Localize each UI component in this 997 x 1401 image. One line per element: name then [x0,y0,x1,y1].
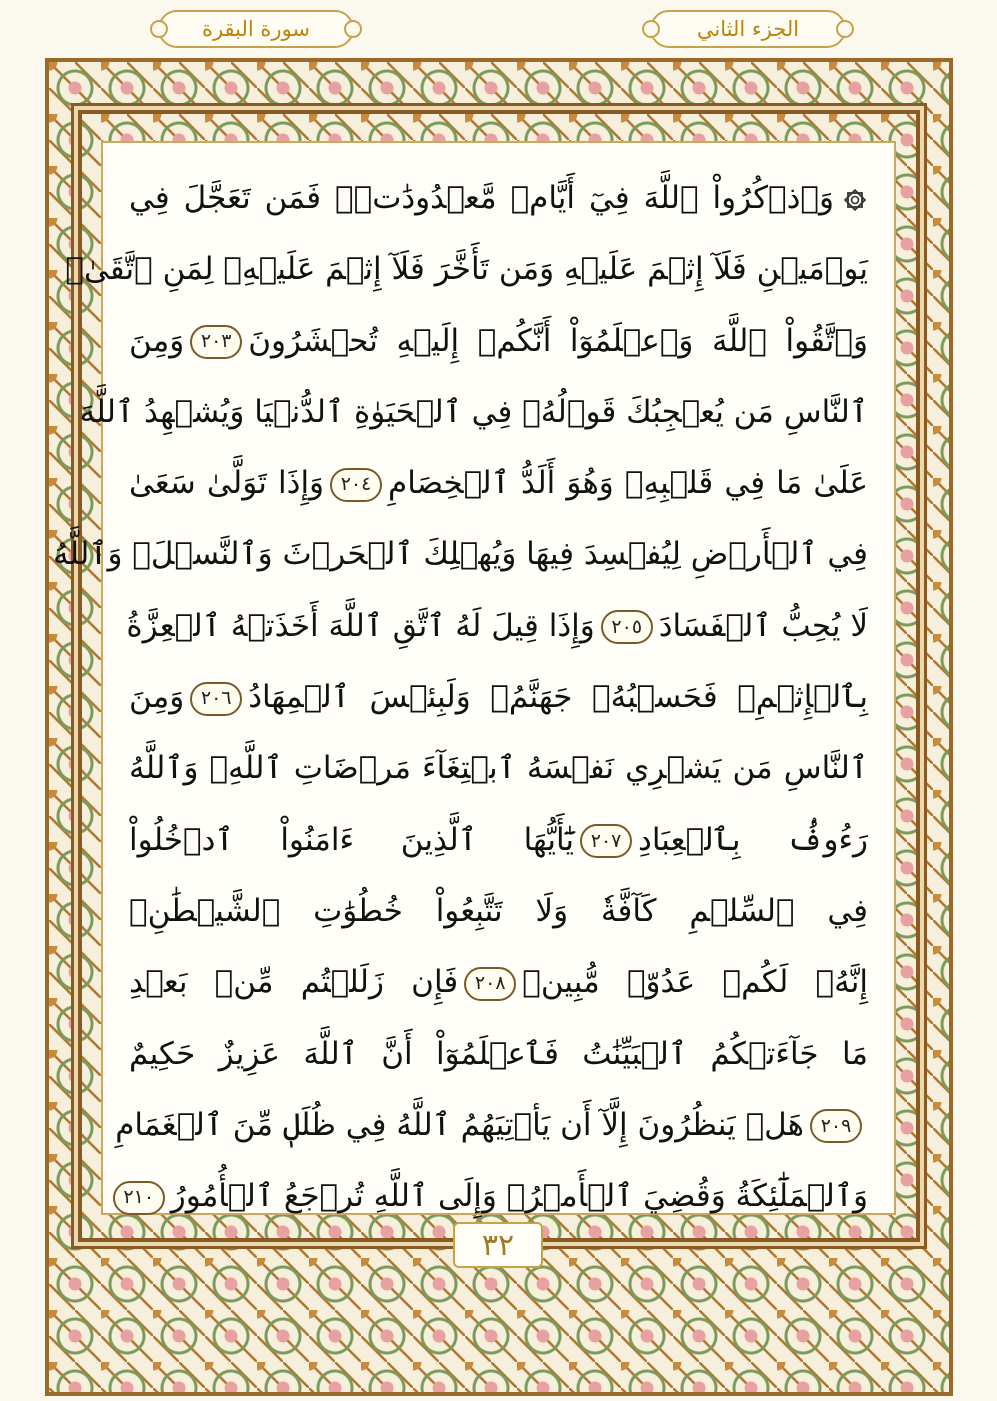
verse-text: بِٱلۡإِثۡمِۚ فَحَسۡبُهُۥ جَهَنَّمُۖ وَلَبِئۡسَ ٱلۡمِهَادُ [248,679,868,716]
verse-line [129,306,868,377]
verse-text: وَإِذَا تَوَلَّىٰ سَعَىٰ [129,465,325,502]
ayah-number-marker: ٢٠٥ [601,610,653,644]
verse-text: ٱلنَّاسِ مَن يُعۡجِبُكَ قَوۡلُهُۥ فِي ٱلۡحَيَوٰةِ ٱلدُّنۡيَا وَيُشۡهِدُ ٱللَّهَ [79,393,868,430]
verse-text: فِي ٱلسِّلۡمِ كَآفَّةٗ وَلَا تَتَّبِعُواْ خُطُوَٰتِ ٱلشَّيۡطَٰنِۚ [129,892,868,929]
ayah-number-marker: ٢٠٣ [190,325,242,359]
verse-text: لَا يُحِبُّ ٱلۡفَسَادَ [658,607,868,644]
ayah-number-marker: ٢٠٧ [580,824,632,858]
ayah-number-marker: ٢٠٦ [190,682,242,716]
verse-text: عَلَىٰ مَا فِي قَلۡبِهِۦ وَهُوَ أَلَدُّ ٱلۡخِصَامِ [388,465,868,502]
ayah-number-marker: ٢٠٤ [330,468,382,502]
verse-line [65,234,868,305]
verse-text: هَلۡ يَنظُرُونَ إِلَّآ أَن يَأۡتِيَهُمُ ٱللَّهُ فِي ظُلَلٖ مِّنَ ٱلۡغَمَامِ [115,1106,804,1143]
verse-line [126,591,868,662]
verse-text: فِي ٱلۡأَرۡضِ لِيُفۡسِدَ فِيهَا وَيُهۡلِكَ ٱلۡحَرۡثَ وَٱلنَّسۡلَۚ وَٱللَّهُ [53,536,868,573]
verses-block [53,143,894,1215]
verse-line [129,876,868,947]
surah-label: سورة البقرة [158,10,354,48]
verse-line [129,662,868,733]
verse-text: وَإِذَا قِيلَ لَهُ ٱتَّقِ ٱللَّهَ أَخَذَتۡهُ ٱلۡعِزَّةُ [126,607,595,644]
verse-text: رَءُوفُۢ بِٱلۡعِبَادِ [638,821,868,858]
verse-line [129,1019,868,1090]
verse-text: إِنَّهُۥ لَكُمۡ عَدُوّٞ مُّبِينٞ [522,964,868,1001]
verse-text: ٱلنَّاسِ مَن يَشۡرِي نَفۡسَهُ ٱبۡتِغَآءَ مَرۡضَاتِ ٱللَّهِۚ وَٱللَّهُ [129,750,868,787]
verse-line [129,163,868,234]
verse-text: وَٱتَّقُواْ ٱللَّهَ وَٱعۡلَمُوٓاْ أَنَّكُمۡ إِلَيۡهِ تُحۡشَرُونَ [248,322,868,359]
juz-label: الجزء الثاني [650,10,846,48]
verse-line [129,448,868,519]
verse-line [129,805,868,876]
ayah-number-marker: ٢١٠ [113,1181,165,1215]
verse-text: يَٰٓأَيُّهَا ٱلَّذِينَ ءَامَنُواْ ٱدۡخُلُواْ [129,821,575,858]
page-number: ٣٢ [453,1222,543,1268]
verse-line [129,733,868,804]
verse-text: فَإِن زَلَلۡتُم مِّنۢ بَعۡدِ [129,964,459,1001]
verse-line [115,1090,868,1161]
text-panel [53,141,896,1215]
verse-text: مَا جَآءَتۡكُمُ ٱلۡبَيِّنَٰتُ فَٱعۡلَمُوٓاْ أَنَّ ٱللَّهَ عَزِيزٌ حَكِيمٌ [129,1035,868,1072]
verse-line [79,377,868,448]
ayah-number-marker: ٢٠٨ [464,967,516,1001]
verse-line [53,519,868,590]
verse-text: وَٱلۡمَلَٰٓئِكَةُ وَقُضِيَ ٱلۡأَمۡرُۚ وَإِلَى ٱللَّهِ تُرۡجَعُ ٱلۡأُمُورُ [170,1178,868,1215]
ayah-number-marker: ٢٠٩ [810,1109,862,1143]
verse-text: وَمِنَ [129,679,185,716]
verse-text: يَوۡمَيۡنِ فَلَآ إِثۡمَ عَلَيۡهِ وَمَن تَأَخَّرَ فَلَآ إِثۡمَ عَلَيۡهِۖ لِمَنِ ٱتَّقَىٰۗ [65,251,868,288]
verse-line [129,947,868,1018]
verse-text: وَمِنَ [129,322,185,359]
rub-el-hizb-icon [842,187,868,213]
verse-text: وَٱذۡكُرُواْ ٱللَّهَ فِيٓ أَيَّامٖ مَّعۡدُودَٰتٖۚ فَمَن تَعَجَّلَ فِي [129,180,834,216]
